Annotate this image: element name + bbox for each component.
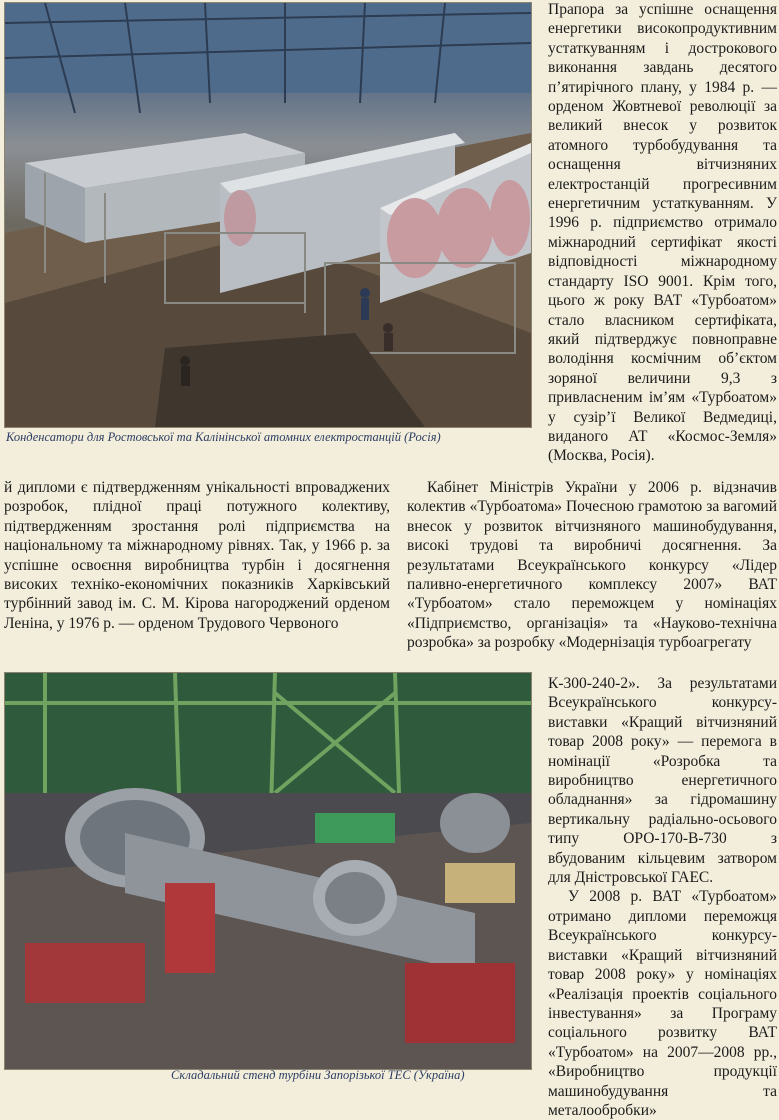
photo-turbine-caption: Складальний стенд турбіни Запорізької ТЕС (Україна) <box>171 1068 465 1082</box>
photo-condensers <box>4 2 532 428</box>
text-column-right-top <box>548 0 777 466</box>
photo-condensers-caption: Конденсатори для Ростовської та Калінінської атомних електростанцій (Росія) <box>6 430 441 444</box>
text-column-left-middle <box>4 478 390 633</box>
paragraph-cabinet-2006: Кабінет Міністрів України у 2006 р. відзначив колектив «Турбоатома» Почесною грамотою за вагомий внесок у розвиток вітчизняного машинобудування, високі трудові та виробничі досягнення. За результатами Всеукраїнського конкурсу «Лідер паливно-енергетичного комплексу 2007» ВАТ «Турбоатом» стало переможцем у номінаціях «Підприємство, організація» та «Науково-технічна розробка» за розробку «Модернізація турбоагрегату <box>407 479 777 652</box>
photo-turbine-stand <box>4 672 532 1070</box>
paragraph-diplomas: й дипломи є підтвердженням унікальності впроваджених розробок, плідної праці потужного колективу, підтвердженням зростання ролі підприємства на національному та міжнародному рівнях. Так, у 1966 р. за успішне освоєння виробництва турбін і досягнення високих техніко-економічних показників Харківський турбінний завод ім. С. М. Кірова нагороджений орденом Леніна, у 1976 р. — орденом Трудового Червоного <box>4 479 390 632</box>
paragraph-awards-1984: Прапора за успішне оснащення енергетики високопродуктивним устаткуванням і дострокового виконання завдань десятого п’ятирічного плану, у 1984 р. — орденом Жовтневої революції за великий внесок у розвиток атомного турбобудування та оснащення вітчизняних електростанцій прогресивним енергетичним устаткуванням. У 1996 р. підприємство отримало міжнародний сертифікат якості відповідності міжнародному стандарту ISO 9001. Крім того, цього ж року ВАТ «Турбоатом» стало власником сертифіката, який підтверджує повноправне володіння космічним об’єктом зоряної величини 9,3 з привласненим ім’ям «Турбоатом» у сузір’ї Великої Ведмедиці, виданого АТ «Космос-Земля» (Москва, Росія). <box>548 1 777 465</box>
photo-condensers-illustration <box>5 3 531 427</box>
paragraph-diplomas-2008: У 2008 р. ВАТ «Турбоатом» отримано дипломи переможця Всеукраїнського конкурсу-виставки «Кращий вітчизняний товар 2008 року» у номінаціях «Реалізація проектів соціального інвестування» за Програму соціального розвитку ВАТ «Турбоатом» на 2007—2008 рр., «Виробництво продукції машинобудування та металообробки» <box>548 888 777 1119</box>
text-column-right-bottom <box>548 674 777 1120</box>
text-column-right-middle <box>407 478 777 653</box>
paragraph-contest-2008: К-300-240-2». За результатами Всеукраїнського конкурсу-виставки «Кращий вітчизняний товар 2008 року» — перемога в номінації «Розробка та виробництво енергетичного обладнання» за гідромашину вертикальну радіально-осьового типу ОРО-170-В-730 з вбудованим кільцевим затвором для Дністровської ГАЕС. <box>548 675 777 887</box>
photo-turbine-illustration <box>5 673 531 1069</box>
